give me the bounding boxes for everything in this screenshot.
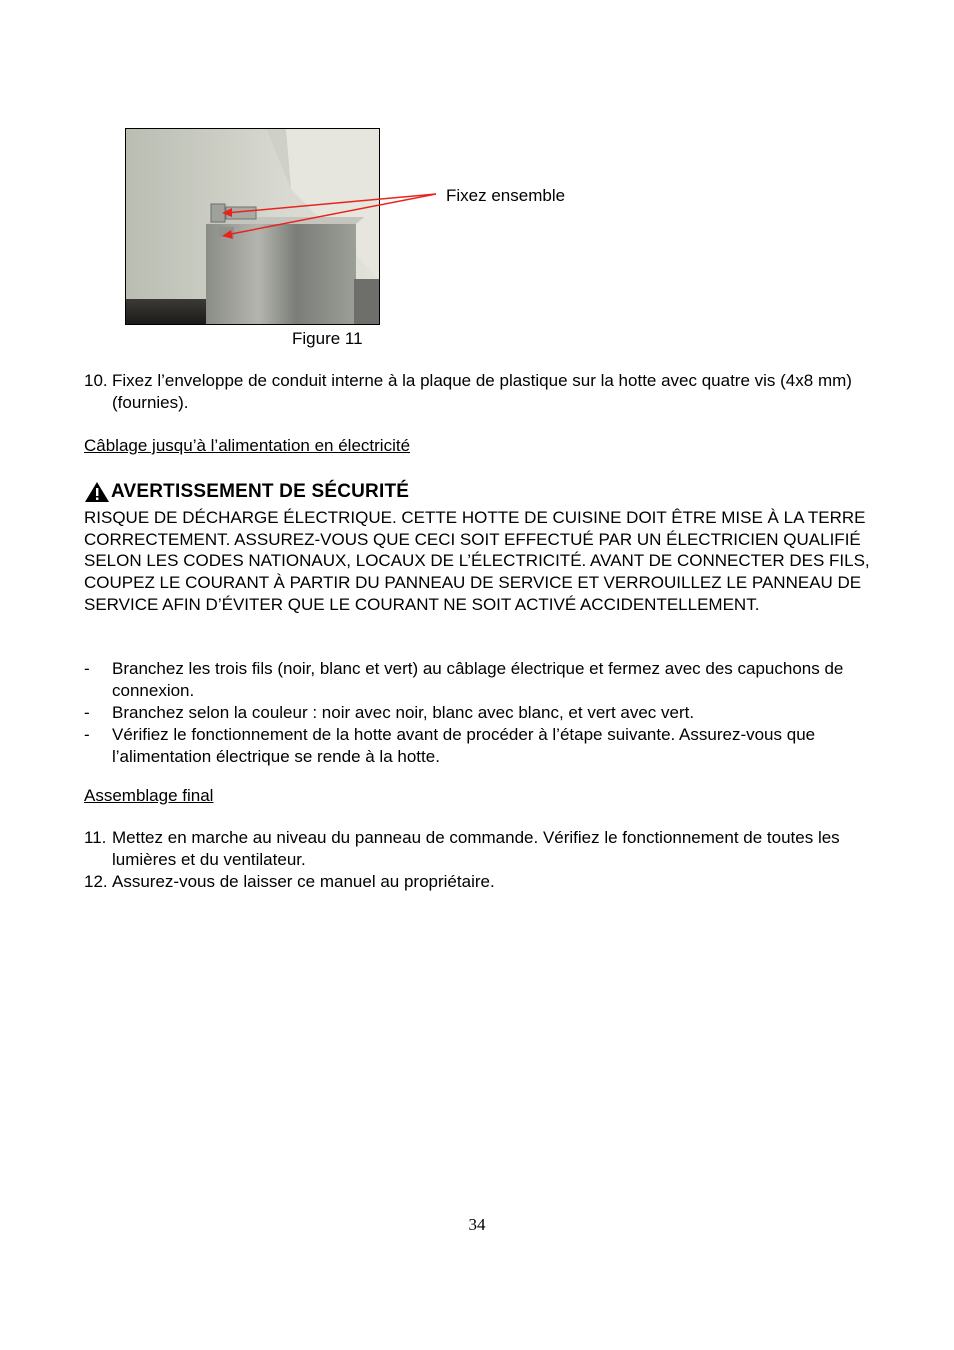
safety-warning-title [84,481,409,503]
callout-arrows [0,0,954,350]
step-text: Mettez en marche au niveau du panneau de commande. Vérifiez le fonctionnement de toutes les lumières et du ventilateur. [112,828,840,869]
list-item [84,658,864,702]
list-item [84,702,864,724]
step-number: 11. [84,828,107,847]
bullet-text: Branchez selon la couleur : noir avec noir, blanc avec blanc, et vert avec vert. [112,703,695,722]
arrow-head-upper [222,208,232,217]
arrow-line-lower [226,194,436,235]
arrow-head-lower [222,230,233,239]
bullet-marker: - [84,659,90,678]
warning-title-text: AVERTISSEMENT DE SÉCURITÉ [111,481,410,502]
list-item [84,871,864,893]
figure-callout-label: Fixez ensemble [446,186,566,205]
bullet-text: Vérifiez le fonctionnement de la hotte avant de procéder à l’étape suivante. Assurez-vous que l’alimentation électrique se rende à la hotte. [112,725,816,766]
wiring-bullets [84,658,864,768]
safety-warning-body: RISQUE DE DÉCHARGE ÉLECTRIQUE. CETTE HOTTE DE CUISINE DOIT ÊTRE MISE À LA TERRE CORRECTEMENT. ASSUREZ-VOUS QUE CECI SOIT EFFECTUÉ PAR UN ÉLECTRICIEN QUALIFIÉ SELON LES CODES NATIONAUX, LOCAUX DE L’ÉLECTRICITÉ. AVANT DE CONNECTER DES FILS, COUPEZ LE COURANT À PARTIR DU PANNEAU DE SERVICE ET VERROUILLEZ LE PANNEAU DE SERVICE AFIN D’ÉVITER QUE LE COURANT NE SOIT ACTIVÉ ACCIDENTELLEMENT. [84,508,870,614]
final-steps [84,827,864,893]
list-item [84,724,864,768]
warning-triangle-icon [84,481,110,503]
list-item [84,827,864,871]
step-number: 12. [84,872,108,891]
bullet-marker: - [84,703,90,722]
arrow-line-upper [226,194,436,213]
final-assembly-heading: Assemblage final [84,786,214,805]
page-number: 34 [468,1215,486,1234]
bullet-text: Branchez les trois fils (noir, blanc et vert) au câblage électrique et fermez avec des capuchons de connexion. [112,659,844,700]
bullet-marker: - [84,725,90,744]
step-text: Fixez l’enveloppe de conduit interne à la plaque de plastique sur la hotte avec quatre vis (4x8 mm) (fournies). [112,371,852,412]
step-number: 10. [84,371,108,390]
step-10 [84,370,864,414]
step-text: Assurez-vous de laisser ce manuel au propriétaire. [112,872,495,891]
wiring-heading: Câblage jusqu’à l’alimentation en électricité [84,436,411,455]
figure-caption: Figure 11 [292,329,363,348]
